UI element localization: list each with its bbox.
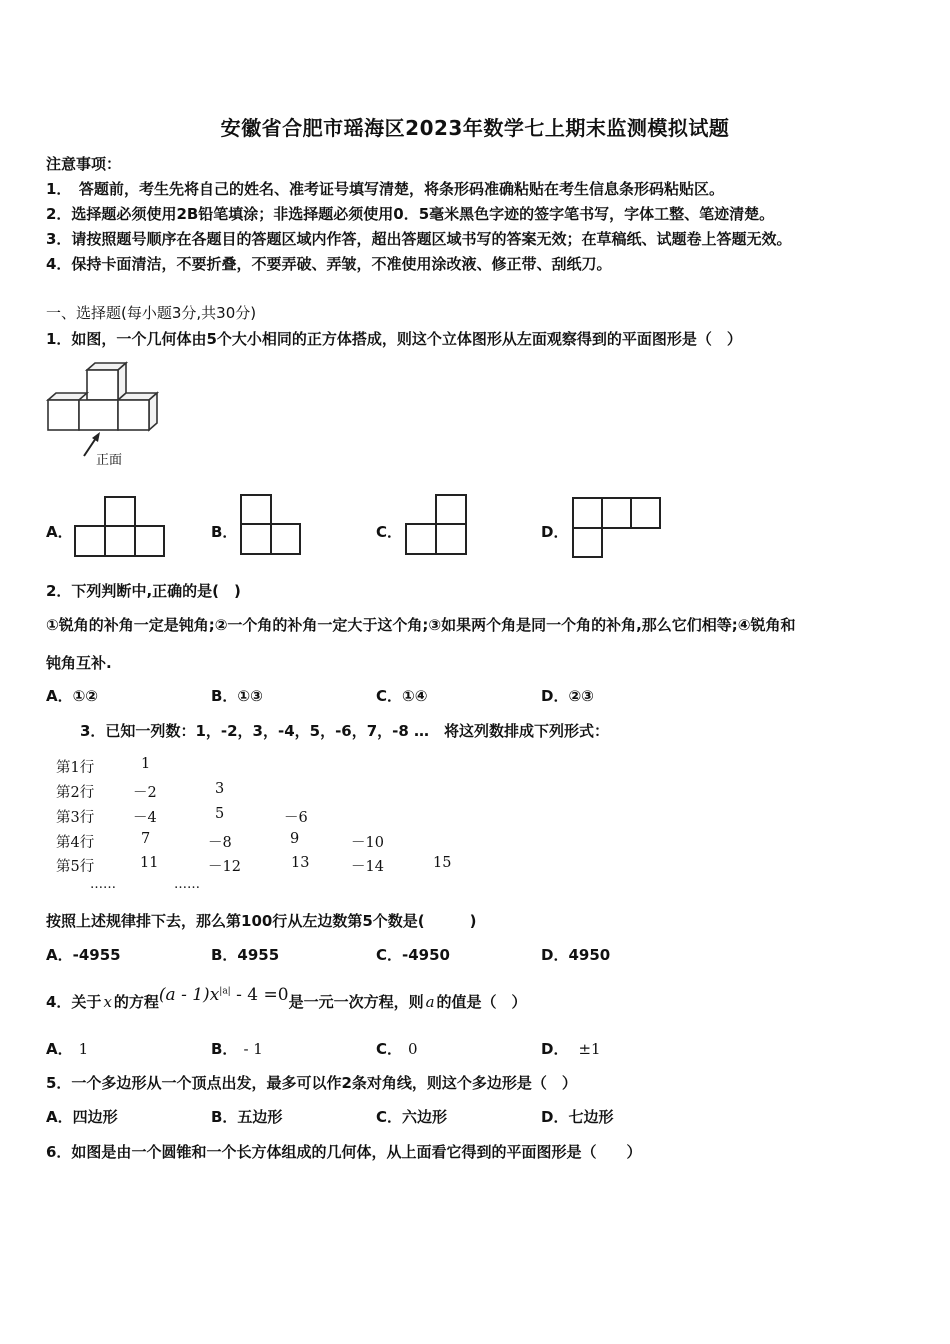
- q3-row-1-label: 第1行: [56, 760, 95, 776]
- q3-row-4-value-4: －10: [351, 835, 384, 851]
- q2-option-c[interactable]: C．①④: [376, 687, 428, 705]
- q3-row-2-value-2: 3: [215, 781, 225, 797]
- q3-row-4-value-1: 7: [141, 831, 151, 847]
- q2-line-1: ①锐角的补角一定是钝角;②一个角的补角一定大于这个角;③如果两个角是同一个角的补角,那么它们相等;④锐角和: [46, 616, 796, 634]
- q3-row-3-label: 第3行: [56, 810, 95, 826]
- q4-stem-d: 的值是（ ）: [436, 993, 527, 1011]
- q4-option-c-letter: C．: [376, 1040, 403, 1058]
- q1-stem: 1．如图，一个几何体由5个大小相同的正方体搭成，则这个立体图形从左面观察得到的平面图形是（ ）: [46, 330, 742, 348]
- q2-option-a[interactable]: A．①②: [46, 687, 99, 705]
- q4-option-a-letter: A．: [46, 1040, 73, 1058]
- notice-item-1: 1． 答题前，考生先将自己的姓名、准考证号填写清楚，将条形码准确粘贴在考生信息条形码粘贴区。: [46, 180, 724, 198]
- notice-item-2: 2．选择题必须使用2B铅笔填涂；非选择题必须使用0．5毫米黑色字迹的签字笔书写，字体工整、笔迹清楚。: [46, 205, 775, 223]
- q5-stem: 5．一个多边形从一个顶点出发，最多可以作2条对角线，则这个多边形是（ ）: [46, 1074, 577, 1092]
- q3-row-1-value-1: 1: [141, 756, 151, 772]
- q1-option-c-figure: [405, 494, 469, 556]
- q3-row-4-value-2: －8: [208, 835, 232, 851]
- q3-row-5-value-3: 13: [291, 855, 310, 871]
- notice-item-3: 3．请按照题号顺序在各题目的答题区域内作答，超出答题区域书写的答案无效；在草稿纸、试题卷上答题无效。: [46, 230, 792, 248]
- q5-option-b[interactable]: B．五边形: [211, 1108, 283, 1126]
- q1-option-d-figure: [572, 497, 662, 559]
- q4-option-a[interactable]: [46, 1038, 88, 1059]
- q4-stem: [46, 985, 527, 1012]
- q1-option-d[interactable]: D．: [541, 523, 569, 541]
- q3-option-b[interactable]: B．4955: [211, 946, 280, 964]
- q5-option-d[interactable]: D．七边形: [541, 1108, 614, 1126]
- q3-row-5-label: 第5行: [56, 859, 95, 875]
- q4-equation-main: (a - 1)x: [158, 985, 220, 1005]
- q3-row-4-value-3: 9: [290, 831, 300, 847]
- q3-question: 按照上述规律排下去，那么第100行从左边数第5个数是( ): [46, 912, 477, 930]
- q4-equation: [159, 985, 289, 1005]
- q4-option-c[interactable]: [376, 1038, 418, 1059]
- q3-row-3-value-3: －6: [284, 810, 308, 826]
- q4-option-a-value: 1: [78, 1040, 89, 1058]
- q4-stem-b: 的方程: [113, 993, 159, 1011]
- q3-option-c[interactable]: C．-4950: [376, 946, 450, 964]
- q3-row-2-label: 第2行: [56, 785, 95, 801]
- q3-stem: 3．已知一列数：1，-2，3，-4，5，-6，7，-8 … 将这列数排成下列形式：: [80, 722, 610, 740]
- q4-equation-tail: - 4 =0: [230, 985, 289, 1005]
- q3-ellipsis-1: ……: [90, 877, 116, 892]
- q1-option-b-figure: [240, 494, 302, 556]
- q4-var-a: a: [425, 993, 435, 1011]
- q3-row-5-value-1: 11: [140, 855, 159, 871]
- q3-row-4-label: 第4行: [56, 835, 95, 851]
- q2-option-b[interactable]: B．①③: [211, 687, 263, 705]
- q1-option-a-figure: [74, 496, 166, 558]
- q4-option-d[interactable]: [541, 1038, 601, 1059]
- q1-option-b[interactable]: B．: [211, 523, 238, 541]
- q5-option-c[interactable]: C．六边形: [376, 1108, 448, 1126]
- q4-stem-c: 是一元一次方程，则: [288, 993, 424, 1011]
- notice-heading: 注意事项：: [46, 155, 122, 173]
- q2-line-2: 钝角互补.: [46, 654, 112, 672]
- section-heading: 一、选择题(每小题3分,共30分): [46, 304, 257, 322]
- q2-stem: 2．下列判断中,正确的是( ): [46, 582, 241, 600]
- q4-option-b-letter: B．: [211, 1040, 238, 1058]
- q1-front-label: 正面: [96, 453, 123, 468]
- q4-equation-exp: |a|: [219, 986, 231, 997]
- q2-option-d[interactable]: D．②③: [541, 687, 594, 705]
- notice-item-4: 4．保持卡面清洁，不要折叠，不要弄破、弄皱，不准使用涂改液、修正带、刮纸刀。: [46, 255, 612, 273]
- q3-row-3-value-2: 5: [215, 806, 225, 822]
- q5-option-a[interactable]: A．四边形: [46, 1108, 118, 1126]
- q4-option-d-value: ±1: [578, 1040, 601, 1058]
- q4-var-x: x: [103, 993, 112, 1011]
- page-title: 安徽省合肥市瑶海区2023年数学七上期末监测模拟试题: [220, 116, 730, 140]
- q4-option-b-value: - 1: [243, 1040, 263, 1058]
- q3-option-d[interactable]: D．4950: [541, 946, 611, 964]
- q3-row-3-value-1: －4: [133, 810, 157, 826]
- q6-stem: 6．如图是由一个圆锥和一个长方体组成的几何体，从上面看它得到的平面图形是（ ）: [46, 1143, 642, 1161]
- q4-option-b[interactable]: [211, 1038, 263, 1059]
- q4-option-d-letter: D．: [541, 1040, 569, 1058]
- q4-option-c-value: 0: [408, 1040, 418, 1058]
- q1-option-c[interactable]: C．: [376, 523, 403, 541]
- q3-option-a[interactable]: A．-4955: [46, 946, 121, 964]
- q4-stem-a: 4．关于: [46, 993, 102, 1011]
- q1-option-a[interactable]: A．: [46, 523, 73, 541]
- q3-row-5-value-2: －12: [208, 859, 241, 875]
- q3-ellipsis-2: ……: [174, 877, 200, 892]
- q3-row-5-value-4: －14: [351, 859, 384, 875]
- q3-row-2-value-1: －2: [133, 785, 157, 801]
- q3-row-5-value-5: 15: [433, 855, 452, 871]
